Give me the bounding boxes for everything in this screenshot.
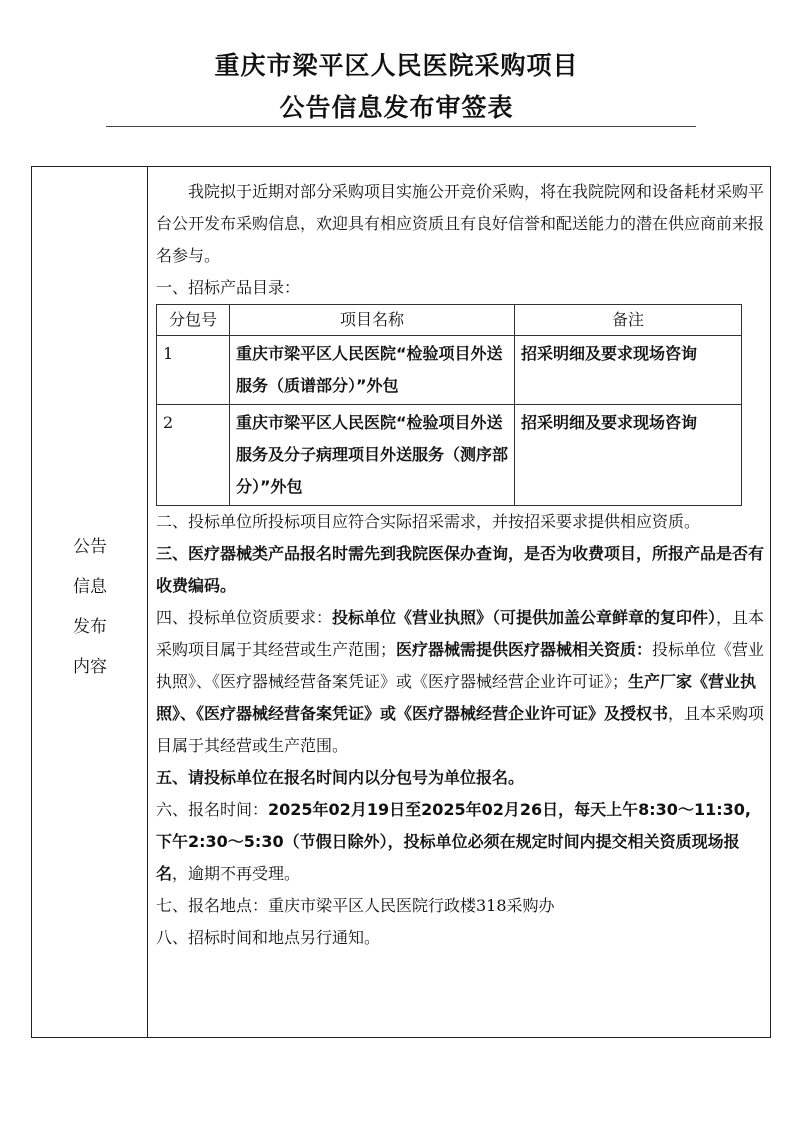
cell-remark: 招采明细及要求现场咨询 <box>515 336 742 405</box>
section-8: 八、招标时间和地点另行通知。 <box>156 928 381 947</box>
section-7: 七、报名地点：重庆市梁平区人民医院行政楼318采购办 <box>156 896 555 915</box>
section-6-note: ，逾期不再受理。 <box>172 864 301 883</box>
section-2: 二、投标单位所投标项目应符合实际招采需求，并按招采要求提供相应资质。 <box>156 512 701 531</box>
left-label-line: 信息 <box>73 577 107 597</box>
section-3: 三、医疗器械类产品报名时需先到我院医保办查询，是否为收费项目，所报产品是否有收费编码。 <box>156 544 765 595</box>
section-4-bidder-docs: 投标单位《营业执照》、《医疗器械经营备案凭证》或《医疗器械经营企业许可证》； <box>156 640 765 691</box>
section-6-heading: 六、报名时间： <box>156 800 269 819</box>
title-divider <box>106 126 696 127</box>
section-1-heading: 一、招标产品目录： <box>156 278 301 297</box>
section-4-scope: ，且本采购项目属于其经营或生产范围； <box>156 608 765 659</box>
table-row <box>157 405 742 506</box>
cell-package-no: 2 <box>157 405 230 506</box>
table-row <box>157 336 742 405</box>
approval-form-table <box>31 166 771 1038</box>
header-package-no: 分包号 <box>157 305 230 336</box>
document-title-line2: 公告信息发布审签表 <box>279 93 514 122</box>
left-label-line: 公告 <box>73 537 107 557</box>
section-4-license: 投标单位《营业执照》（可提供加盖公章鲜章的复印件） <box>332 608 717 627</box>
section-5: 五、请投标单位在报名时间内以分包号为单位报名。 <box>156 768 525 787</box>
cell-project-name: 重庆市梁平区人民医院“检验项目外送服务及分子病理项目外送服务（测序部分）”外包 <box>230 405 515 506</box>
left-label <box>32 527 148 687</box>
cell-project-name: 重庆市梁平区人民医院“检验项目外送服务（质谱部分）”外包 <box>230 336 515 405</box>
section-4 <box>156 602 766 762</box>
section-4-manufacturer-docs: 生产厂家《营业执照》、《医疗器械经营备案凭证》或《医疗器械经营企业许可证》及授权书 <box>156 672 757 723</box>
header-remark: 备注 <box>515 305 742 336</box>
left-label-column <box>32 167 148 1037</box>
header-project-name: 项目名称 <box>230 305 515 336</box>
product-catalog-table <box>156 304 742 506</box>
section-6-time: 2025年02月19日至2025年02月26日，每天上午8:30～11:30,下午2:30～5:30（节假日除外），投标单位必须在规定时间内提交相关资质现场报名 <box>156 800 751 883</box>
table-header-row <box>157 305 742 336</box>
left-label-line: 内容 <box>73 657 107 677</box>
intro-paragraph: 我院拟于近期对部分采购项目实施公开竞价采购，将在我院院网和设备耗材采购平台公开发布采购信息，欢迎具有相应资质且有良好信誉和配送能力的潜在供应商前来报名参与。 <box>156 182 765 265</box>
announcement-content <box>156 176 766 954</box>
cell-remark: 招采明细及要求现场咨询 <box>515 405 742 506</box>
section-4-device-req: 医疗器械需提供医疗器械相关资质： <box>396 640 653 659</box>
left-label-line: 发布 <box>73 617 107 637</box>
section-4-heading: 四、投标单位资质要求： <box>156 608 333 627</box>
section-6 <box>156 794 766 890</box>
document-title-line1: 重庆市梁平区人民医院采购项目 <box>214 51 579 80</box>
section-4-scope-2: ，且本采购项目属于其经营或生产范围。 <box>156 704 765 755</box>
cell-package-no: 1 <box>157 336 230 405</box>
